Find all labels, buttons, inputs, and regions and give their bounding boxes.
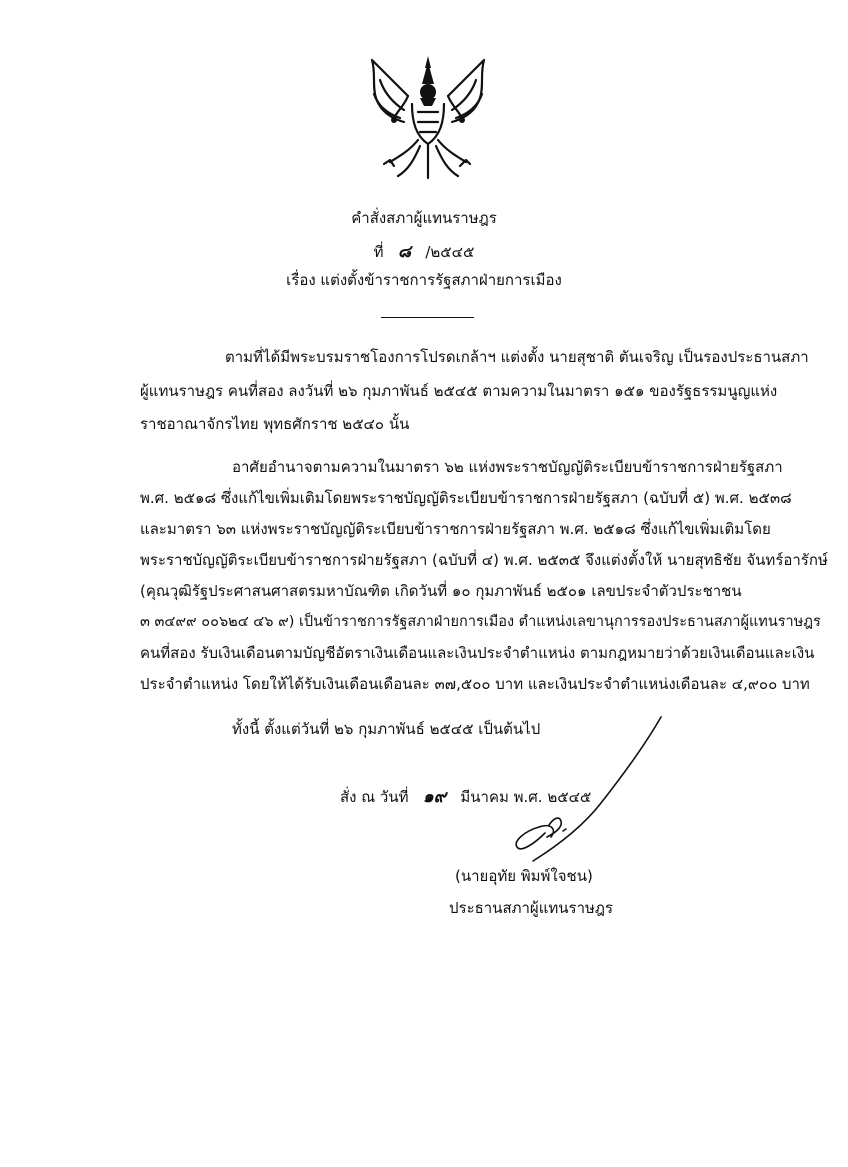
order-title: คำสั่งสภาผู้แทนราษฎร <box>351 209 497 227</box>
signatory-position: ประธานสภาผู้แทนราษฎร <box>449 899 614 917</box>
para1-line-3: ราชอาณาจักรไทย พุทธศักราช ๒๕๔๐ นั้น <box>140 415 410 433</box>
para2-line-8: ประจำตำแหน่ง โดยให้ได้รับเงินเดือนเดือนละ ๓๗,๕๐๐ บาท และเงินประจำตำแหน่งเดือนละ ๔,๙๐๐ บาท <box>140 675 810 693</box>
para1-line-1: ตามที่ได้มีพระบรมราชโองการโปรดเกล้าฯ แต่งตั้ง นายสุชาติ ตันเจริญ เป็นรองประธานสภา <box>225 348 809 366</box>
signatory-name: (นายอุทัย พิมพ์ใจชน) <box>455 867 593 885</box>
effective-date: ทั้งนี้ ตั้งแต่วันที่ ๒๖ กุมภาพันธ์ ๒๕๔๕ เป็นต้นไป <box>232 720 541 738</box>
order-number-suffix: /๒๕๔๕ <box>425 243 475 261</box>
garuda-emblem <box>364 52 492 182</box>
order-date-day-handwritten: ๑๙ <box>422 787 447 807</box>
para2-line-6: ๓ ๓๔๙๙ ๐๐๖๒๔ ๔๖ ๙) เป็นข้าราชการรัฐสภาฝ่ายการเมือง ตำแหน่งเลขานุการรองประธานสภาผู้แทนราษฎร <box>140 614 821 630</box>
header-divider <box>381 317 474 318</box>
order-number <box>0 242 848 262</box>
order-date-prefix: สั่ง ณ วันที่ <box>340 788 409 806</box>
order-number-handwritten: ๘ <box>397 242 411 262</box>
order-subject: เรื่อง แต่งตั้งข้าราชการรัฐสภาฝ่ายการเมือง <box>286 271 562 289</box>
para2-line-2: พ.ศ. ๒๕๑๘ ซึ่งแก้ไขเพิ่มเติมโดยพระราชบัญญัติระเบียบข้าราชการฝ่ายรัฐสภา (ฉบับที่ ๕) พ.ศ. ๒๕๓๘ <box>140 489 792 507</box>
para2-line-5: (คุณวุฒิรัฐประศาสนศาสตรมหาบัณฑิต เกิดวันที่ ๑๐ กุมภาพันธ์ ๒๕๐๑ เลขประจำตัวประชาชน <box>140 582 742 600</box>
signature <box>505 715 675 865</box>
para2-line-7: คนที่สอง รับเงินเดือนตามบัญชีอัตราเงินเดือนและเงินประจำตำแหน่ง ตามกฎหมายว่าด้วยเงินเดือนและเงิน <box>140 644 815 662</box>
order-date-rest: มีนาคม พ.ศ. ๒๕๔๕ <box>460 788 592 806</box>
para2-line-4: พระราชบัญญัติระเบียบข้าราชการฝ่ายรัฐสภา (ฉบับที่ ๔) พ.ศ. ๒๕๓๕ จึงแต่งตั้งให้ นายสุทธิชัย จันทร์อารักษ์ <box>140 551 828 569</box>
para1-line-2: ผู้แทนราษฎร คนที่สอง ลงวันที่ ๒๖ กุมภาพันธ์ ๒๕๔๕ ตามความในมาตรา ๑๕๑ ของรัฐธรรมนูญแห่ง <box>140 382 778 400</box>
para2-line-1: อาศัยอำนาจตามความในมาตรา ๖๒ แห่งพระราชบัญญัติระเบียบข้าราชการฝ่ายรัฐสภา <box>232 458 783 476</box>
para2-line-3: และมาตรา ๖๓ แห่งพระราชบัญญัติระเบียบข้าราชการฝ่ายรัฐสภา พ.ศ. ๒๕๑๘ ซึ่งแก้ไขเพิ่มเติมโดย <box>140 520 771 538</box>
order-number-prefix: ที่ <box>373 243 384 261</box>
